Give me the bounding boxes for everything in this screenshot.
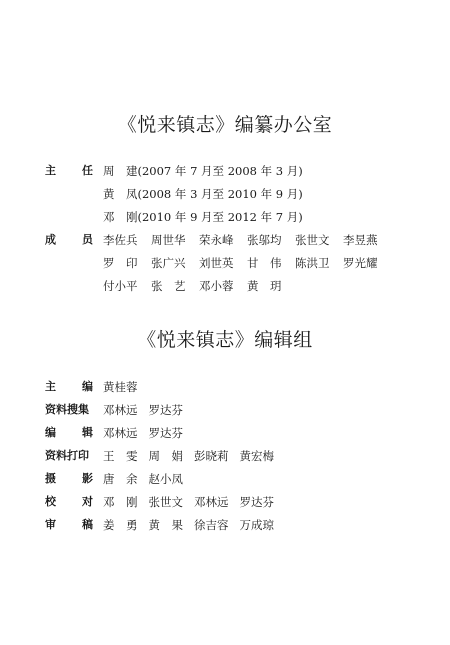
director-row [45,163,425,186]
role-label: 资料搜集 [45,403,89,416]
committee-list [45,163,425,301]
members-row [45,232,425,255]
person-name: 唐 余 [103,472,138,486]
role-label: 摄 影 [45,472,93,485]
role-row-data-printing [45,448,425,471]
member-name: 张广兴 [151,256,186,270]
members-line [103,278,425,294]
member-name: 张 艺 [151,279,186,293]
person-name: 万成琼 [239,518,274,532]
person-name: 邓林远 [194,495,229,509]
director-label: 主 任 [45,164,93,177]
person-name: 赵小凤 [148,472,183,486]
committee-title: 《悦来镇志》编纂办公室 [117,114,333,136]
director-entry: 邓 刚(2010 年 9 月至 2012 年 7 月) [103,210,303,224]
member-name: 李佐兵 [103,233,138,247]
director-row [45,186,425,209]
member-name: 黄 玥 [247,279,282,293]
editorial-title: 《悦来镇志》编辑组 [137,329,313,351]
role-label: 审 稿 [45,518,93,531]
director-row [45,209,425,232]
person-name: 姜 勇 [103,518,138,532]
role-label: 编 辑 [45,426,93,439]
person-name: 黄宏梅 [239,449,274,463]
member-name: 陈洪卫 [295,256,330,270]
members-row [45,278,425,301]
member-name: 邓小蓉 [199,279,234,293]
person-name: 王 雯 [103,449,138,463]
person-name: 罗达芬 [148,426,183,440]
members-line [103,232,425,248]
role-label: 主 编 [45,380,93,393]
person-name: 黄桂蓉 [103,380,138,394]
role-label: 资料打印 [45,449,89,462]
member-name: 甘 伟 [247,256,282,270]
role-row-review [45,517,425,540]
member-name: 张邬均 [247,233,282,247]
member-name: 李昱燕 [343,233,378,247]
director-entry: 周 建(2007 年 7 月至 2008 年 3 月) [103,164,303,178]
role-label: 校 对 [45,495,93,508]
member-name: 刘世英 [199,256,234,270]
editorial-list [45,379,425,540]
role-row-proofreading [45,494,425,517]
role-row-chief-editor [45,379,425,402]
members-label: 成 员 [45,233,93,246]
role-row-photography [45,471,425,494]
person-name: 邓 刚 [103,495,138,509]
person-name: 周 娟 [148,449,183,463]
person-name: 邓林远 [103,426,138,440]
person-name: 张世文 [148,495,183,509]
director-entry: 黄 凤(2008 年 3 月至 2010 年 9 月) [103,187,303,201]
person-name: 徐吉容 [194,518,229,532]
role-row-editing [45,425,425,448]
member-name: 罗光耀 [343,256,378,270]
person-name: 黄 果 [148,518,183,532]
member-name: 荣永峰 [199,233,234,247]
member-name: 周世华 [151,233,186,247]
person-name: 罗达芬 [239,495,274,509]
person-name: 彭晓莉 [194,449,229,463]
member-name: 张世文 [295,233,330,247]
members-line [103,255,425,271]
member-name: 罗 印 [103,256,138,270]
person-name: 罗达芬 [148,403,183,417]
member-name: 付小平 [103,279,138,293]
members-row [45,255,425,278]
person-name: 邓林远 [103,403,138,417]
role-row-data-collection [45,402,425,425]
